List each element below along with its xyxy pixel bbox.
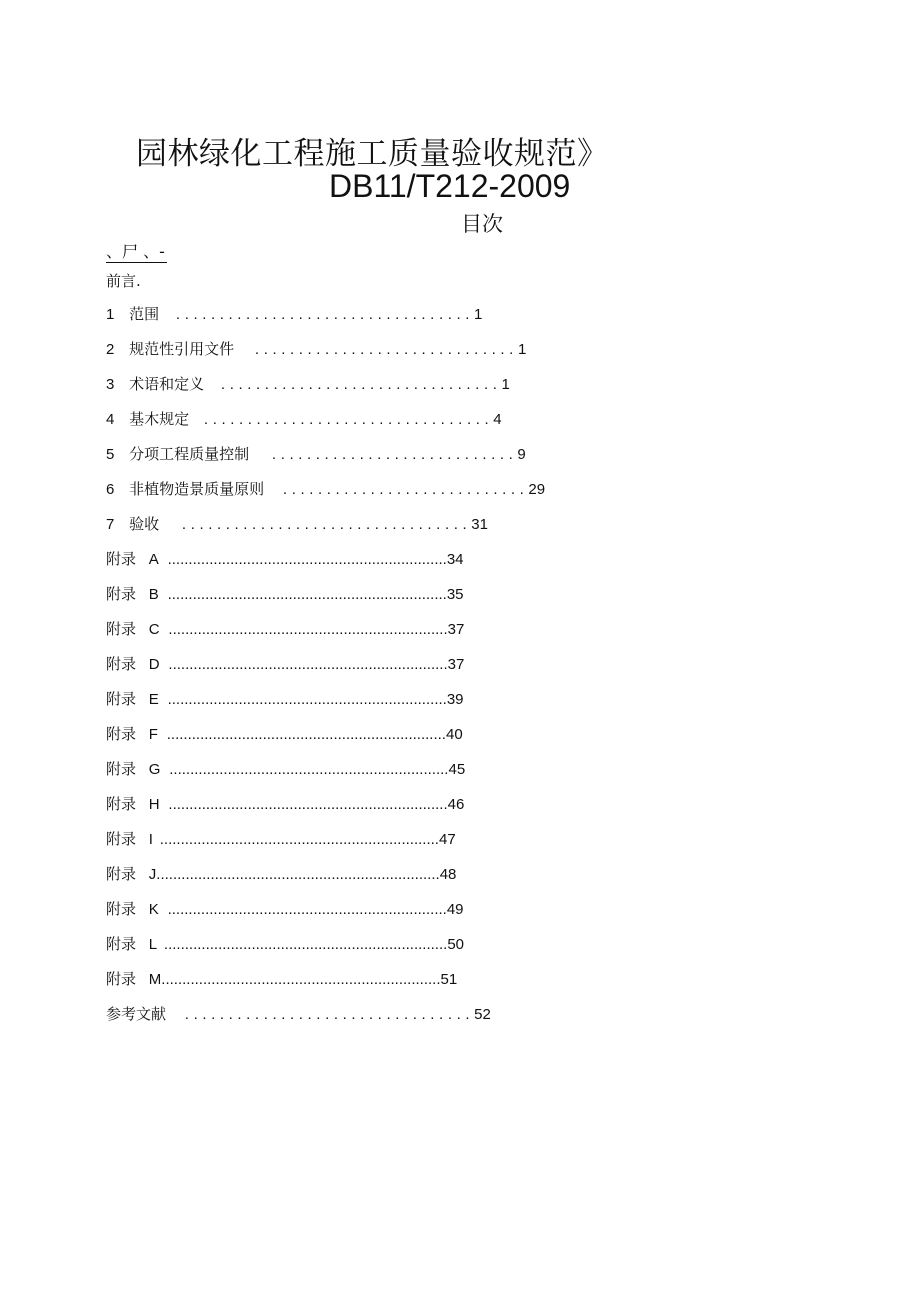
appendix-letter: A — [148, 551, 159, 568]
appendix-label: 附录 — [106, 620, 137, 638]
appendix-label: 附录 — [106, 935, 137, 953]
toc-entry-references[interactable] — [106, 1003, 491, 1025]
dot-leader: ................................................................... — [168, 796, 448, 813]
dot-leader: ................................ — [220, 376, 502, 393]
appendix-label: 附录 — [106, 655, 137, 673]
appendix-letter: B — [148, 586, 159, 603]
appendix-letter: F — [148, 726, 158, 743]
toc-entry-appendix-m[interactable] — [106, 968, 457, 990]
toc-entry-section-5[interactable] — [106, 443, 526, 465]
section-number: 1 — [106, 306, 115, 323]
appendix-label: 附录 — [106, 725, 137, 743]
page-number: 50 — [447, 936, 464, 953]
page-number: 49 — [446, 901, 464, 918]
appendix-label: 附录 — [106, 795, 137, 813]
toc-entry-section-4[interactable] — [106, 408, 502, 430]
section-label: 验收 — [129, 515, 160, 533]
section-number: 7 — [106, 516, 115, 533]
section-label: 基木规定 — [129, 410, 190, 428]
appendix-letter: J — [148, 866, 157, 883]
page-number: 48 — [439, 866, 457, 883]
toc-entry-appendix-k[interactable] — [106, 898, 464, 920]
page-number: 35 — [446, 586, 464, 603]
references-label: 参考文献 — [106, 1005, 167, 1023]
toc-entry-appendix-l[interactable] — [106, 933, 464, 955]
toc-entry-appendix-g[interactable] — [106, 758, 465, 780]
page-number: 31 — [471, 516, 488, 533]
dot-leader: ................................................................... — [166, 726, 446, 743]
dot-leader: ................................................................... — [159, 831, 439, 848]
section-number: 2 — [106, 341, 115, 358]
page-number: 37 — [447, 656, 465, 673]
page-number: 39 — [446, 691, 464, 708]
toc-entry-section-3[interactable] — [106, 373, 510, 395]
dot-leader: ................................................................... — [161, 971, 441, 988]
dot-leader: ................................................................... — [169, 761, 449, 778]
appendix-letter: K — [148, 901, 159, 918]
dot-leader: .................................................................... — [163, 936, 448, 953]
toc-entry-appendix-i[interactable] — [106, 828, 456, 850]
dot-leader: ................................. — [181, 516, 472, 533]
page-number: 51 — [440, 971, 458, 988]
appendix-letter: C — [148, 621, 160, 638]
page-number: 29 — [528, 481, 546, 498]
appendix-label: 附录 — [106, 760, 137, 778]
dot-leader: .................................. — [175, 306, 475, 323]
garbled-text: 、尸 、- — [106, 242, 165, 261]
toc-entry-section-6[interactable] — [106, 478, 545, 500]
appendix-letter: D — [148, 656, 160, 673]
dot-leader: ................................. — [184, 1006, 475, 1023]
section-number: 4 — [106, 411, 115, 428]
section-number: 5 — [106, 446, 115, 463]
dot-leader: ................................................................... — [167, 901, 447, 918]
toc-entry-appendix-c[interactable] — [106, 618, 464, 640]
toc-entry-appendix-e[interactable] — [106, 688, 464, 710]
dot-leader: .................................................................... — [156, 866, 440, 883]
standard-number: DB11/T212-2009 — [329, 168, 571, 204]
appendix-label: 附录 — [106, 900, 137, 918]
section-label: 非植物造景质量原则 — [129, 480, 265, 498]
dot-leader: ............................ — [282, 481, 529, 498]
appendix-label: 附录 — [106, 830, 137, 848]
dot-leader: ................................................................... — [167, 586, 447, 603]
toc-heading: 目次 — [461, 212, 503, 236]
toc-entry-appendix-j[interactable] — [106, 863, 456, 885]
appendix-letter: L — [148, 936, 158, 953]
toc-entry-appendix-h[interactable] — [106, 793, 464, 815]
toc-entry-section-7[interactable] — [106, 513, 488, 535]
appendix-label: 附录 — [106, 550, 137, 568]
dot-leader: .............................. — [254, 341, 518, 358]
section-label: 规范性引用文件 — [129, 340, 235, 358]
appendix-letter: I — [148, 831, 153, 848]
toc-preface: 前言. — [106, 272, 141, 290]
toc-entry-section-2[interactable] — [106, 338, 526, 360]
toc-entry-appendix-f[interactable] — [106, 723, 463, 745]
page-number: 1 — [517, 341, 527, 358]
page-number: 4 — [493, 411, 502, 428]
page-number: 46 — [447, 796, 465, 813]
dot-leader: ................................................................... — [168, 656, 448, 673]
document-title: 园林绿化工程施工质量验收规范》 — [136, 136, 609, 172]
section-number: 6 — [106, 481, 115, 498]
page-number: 47 — [438, 831, 456, 848]
page-number: 9 — [517, 446, 526, 463]
appendix-label: 附录 — [106, 865, 137, 883]
toc-entry-section-1[interactable] — [106, 303, 482, 325]
section-number: 3 — [106, 376, 115, 393]
section-label: 术语和定义 — [129, 375, 205, 393]
appendix-letter: E — [148, 691, 159, 708]
section-label: 范围 — [129, 305, 160, 323]
appendix-letter: M — [148, 971, 162, 988]
toc-entry-appendix-a[interactable] — [106, 548, 464, 570]
dot-leader: ................................. — [203, 411, 494, 428]
dot-leader: ................................................................... — [168, 621, 448, 638]
page-number: 37 — [447, 621, 465, 638]
toc-entry-appendix-b[interactable] — [106, 583, 464, 605]
appendix-letter: G — [148, 761, 161, 778]
appendix-label: 附录 — [106, 585, 137, 603]
page-number: 40 — [445, 726, 463, 743]
section-label: 分项工程质量控制 — [129, 445, 250, 463]
page-number: 52 — [474, 1006, 491, 1023]
appendix-label: 附录 — [106, 690, 137, 708]
page-number: 34 — [446, 551, 464, 568]
page-number: 1 — [501, 376, 510, 393]
appendix-label: 附录 — [106, 970, 137, 988]
page-number: 1 — [474, 306, 483, 323]
page-number: 45 — [448, 761, 466, 778]
dot-leader: ............................ — [271, 446, 518, 463]
dot-leader: ................................................................... — [167, 691, 447, 708]
appendix-letter: H — [148, 796, 160, 813]
dot-leader: ................................................................... — [167, 551, 447, 568]
toc-entry-appendix-d[interactable] — [106, 653, 464, 675]
